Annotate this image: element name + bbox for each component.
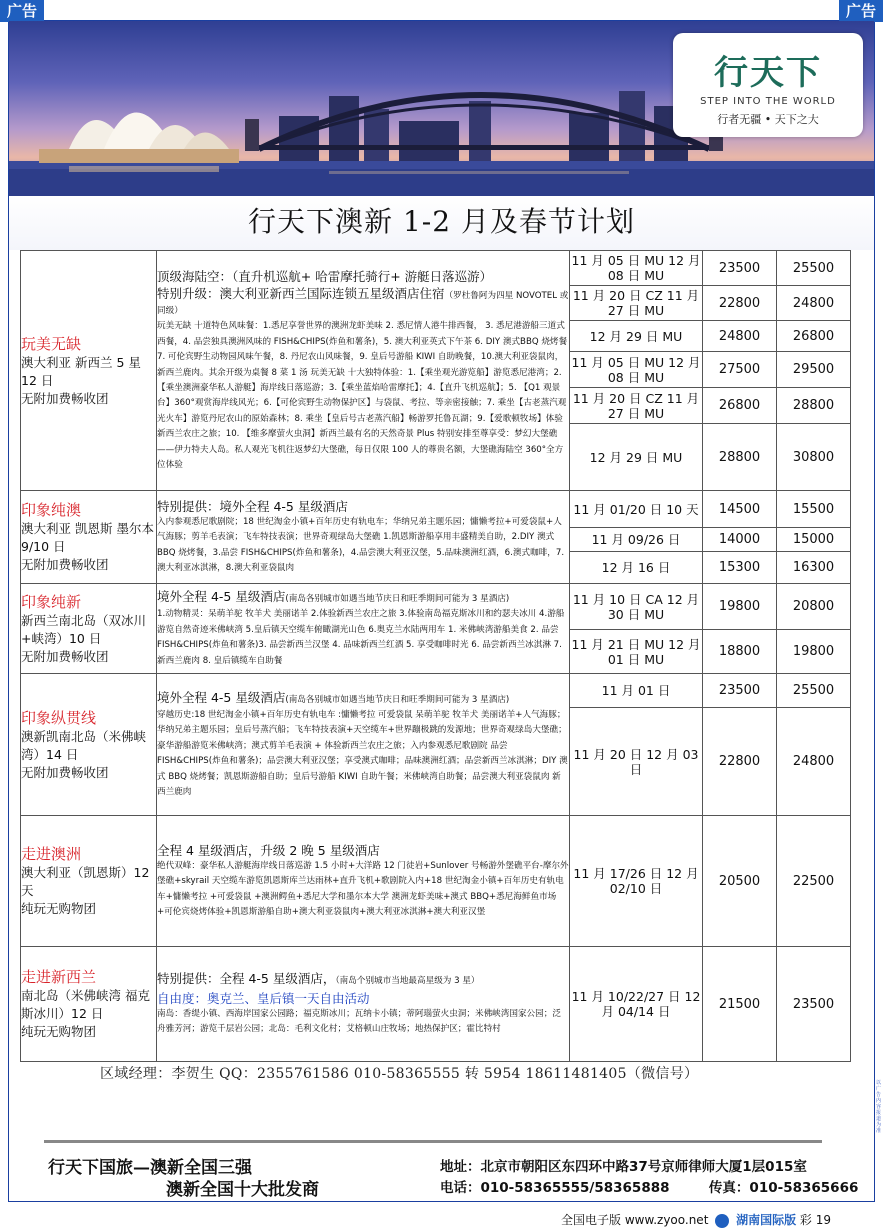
route-note: 无附加费畅收团 — [21, 557, 109, 572]
route-highlight: 全程 4 星级酒店，升级 2 晚 5 星级酒店 — [157, 842, 380, 858]
price-b: 19800 — [777, 630, 851, 674]
route-name-cell — [21, 251, 157, 491]
route-highlight-note: (南岛各别城市如遇当地节庆日和旺季期间可能为 3 星酒店) — [285, 593, 510, 604]
route-subtitle: 澳大利亚（凯恩斯）12 天 — [21, 865, 150, 898]
route-subtitle: 南北岛（米佛峡湾 福克斯冰川）12 日 — [21, 988, 150, 1021]
departure-dates: 12 月 16 日 — [570, 552, 703, 584]
page-title: 行天下澳新 1-2 月及春节计划 — [248, 205, 635, 238]
price-a: 14000 — [703, 528, 777, 552]
price-a: 14500 — [703, 491, 777, 528]
route-name-cell — [21, 947, 157, 1062]
table-row — [21, 816, 851, 947]
departure-dates: 11 月 20 日 CZ 11 月 27 日 MU — [570, 286, 703, 321]
table-row — [21, 251, 851, 286]
route-highlight: 境外全程 4-5 星级酒店 — [157, 588, 286, 604]
route-title: 走进新西兰 — [21, 968, 97, 986]
route-details: 穿越历史:18 世纪淘金小镇+百年历史有轨电车 :慵懒考拉 可爱袋鼠 呆萌羊驼 牧羊犬 美丽诺羊+人气海豚；华纳兄弟主题乐园；皇后号蒸汽船；飞车特技表演+天空缆车+世界蹦极跳的发源地；世界奇观绿岛大堡礁；豪华游船游览米佛峡湾；澳式剪羊毛表演 + 体验新西兰农庄之旅；入内参观悉尼歌剧院 品尝 FISH&CHIPS(炸鱼和薯条)；品尝澳大利亚汉堡；享受澳式咖啡；品味澳洲红酒；品尝新西兰冰淇淋；DIY 澳式 BBQ 烧烤餐；凯恩斯游船自助；皇后号游船 KIWI 自助午餐；米佛峡湾自助餐；品尝澳大利亚袋鼠肉 新西兰鹿肉 — [157, 709, 568, 798]
edition-icon — [715, 1214, 729, 1228]
price-a: 23500 — [703, 251, 777, 286]
route-highlight-note: （罗杜鲁阿为四星 NOVOTEL 或同级） — [157, 290, 569, 316]
price-b: 25500 — [777, 251, 851, 286]
price-b: 26800 — [777, 321, 851, 352]
route-title: 走进澳洲 — [21, 845, 82, 863]
route-note: 无附加费畅收团 — [21, 390, 109, 406]
brand-logo — [673, 33, 863, 137]
price-a: 18800 — [703, 630, 777, 674]
page-bar-page: 彩 19 — [799, 1213, 831, 1227]
departure-dates: 11 月 21 日 MU 12 月 01 日 MU — [570, 630, 703, 674]
price-a: 22800 — [703, 708, 777, 816]
table-row — [21, 947, 851, 1062]
departure-dates: 11 月 20 日 CZ 11 月 27 日 MU — [570, 388, 703, 424]
route-highlight: 特别提供：境外全程 4-5 星级酒店 — [157, 498, 348, 514]
route-desc-cell — [157, 674, 570, 816]
departure-dates: 11 月 10/22/27 日 12 月 04/14 日 — [570, 947, 703, 1062]
side-note: 以广告内容报道为准 — [876, 1080, 882, 1134]
table-row — [21, 491, 851, 528]
contact-line: 区域经理：李贺生 QQ：2355761586 010-58365555 转 5954 18611481405（微信号） — [100, 1066, 699, 1082]
logo-tagline: STEP INTO THE WORLD — [700, 96, 836, 107]
route-name-cell — [21, 816, 157, 947]
price-b: 23500 — [777, 947, 851, 1062]
route-highlight: 顶级海陆空：（直升机巡航+ 哈雷摩托骑行+ 游艇日落巡游） — [157, 268, 493, 284]
route-details: 玩美无缺 十道特色风味餐：1.悉尼享誉世界的澳洲龙虾美味 2. 悉尼情人港牛排西餐， 3. 悉尼港游船三道式西餐，4. 品尝独具澳洲风味的 FISH&CHIPS(炸鱼和薯条)，5. 澳大利亚英式下午茶 6. DIY 澳式BBQ 烧烤餐 7. 可伦宾野生动物园风味午餐，8. 丹尼农山风味餐，9. 皇后号游船 KIWI 自助晚餐，10.澳大利亚袋鼠肉，新西兰鹿肉。其余开级为桌餐 8 菜 1 汤 玩美无缺 十大独特体验：1.【乘坐观光游览船】游览悉尼港湾；2.【乘坐澳洲豪华私人游艇】海岸线日落巡游；3.【乘坐蓝焰哈雷摩托】；4.【直升飞机巡航】；5. 【Q1 观景台】360°观赏海岸线风光；6.【可伦宾野生动物保护区】与袋鼠、考拉、等亲密接触；7. 乘坐【古老蒸汽观光火车】游览丹尼农山的原始森林；8. 乘坐【皇后号古老蒸汽船】畅游罗托鲁瓦湖；9.【爱歌顿牧场】体验新西兰农庄之旅；10. 【维多摩萤火虫洞】新西兰最有名的天然奇景 Plus 特别安排至尊享受：梦幻大堡礁——伊力特夫人岛。私人观光飞机往返梦幻大堡礁，每日仅限 100 人的尊贵名额，大堡礁海陆空 360°全方位体验 — [157, 321, 568, 471]
ad-label-right: 广告 — [839, 0, 883, 22]
route-name-cell — [21, 674, 157, 816]
footer-address: 地址：北京市朝阳区东四环中路37号京师律师大厦1层015室 — [440, 1159, 807, 1175]
route-title: 印象纵贯线 — [21, 708, 97, 727]
price-a: 27500 — [703, 352, 777, 388]
departure-dates: 11 月 05 日 MU 12 月 08 日 MU — [570, 352, 703, 388]
route-details: 南岛：香缇小镇、西海岸国家公园路；福克斯冰川；瓦纳卡小镇；蒂阿瑙萤火虫洞；米佛峡湾国家公园；泛舟雅芳河；游览千层岩公园；北岛：毛利文化村；艾格顿山庄牧场；地热保护区；霍比特村 — [157, 1008, 561, 1035]
price-b: 30800 — [777, 424, 851, 491]
departure-dates: 12 月 29 日 MU — [570, 321, 703, 352]
price-b: 20800 — [777, 584, 851, 630]
route-note: 无附加费畅收团 — [21, 764, 109, 780]
route-highlight-note: （南岛个别城市当地最高星级为 3 星） — [335, 976, 480, 987]
route-subtitle: 澳大利亚 凯恩斯 墨尔本 9/10 日 — [21, 521, 154, 554]
ad-label-left: 广告 — [0, 0, 44, 22]
price-a: 28800 — [703, 424, 777, 491]
price-b: 24800 — [777, 286, 851, 321]
departure-dates: 11 月 05 日 MU 12 月 08 日 MU — [570, 251, 703, 286]
price-a: 21500 — [703, 947, 777, 1062]
route-desc-cell — [157, 584, 570, 674]
departure-dates: 11 月 20 日 12 月 03 日 — [570, 708, 703, 816]
price-a: 24800 — [703, 321, 777, 352]
route-note: 无附加费畅收团 — [21, 648, 109, 664]
departure-dates: 11 月 01/20 日 10 天 — [570, 491, 703, 528]
price-b: 24800 — [777, 708, 851, 816]
price-b: 25500 — [777, 674, 851, 708]
table-row — [21, 674, 851, 708]
footer-brand-line2: 澳新全国十大批发商 — [166, 1180, 319, 1200]
free-activity-note: 自由度：奥克兰、皇后镇一天自由活动 — [157, 990, 370, 1006]
departure-dates: 12 月 29 日 MU — [570, 424, 703, 491]
route-name-cell — [21, 584, 157, 674]
page-bar — [561, 1211, 831, 1228]
route-desc-cell — [157, 947, 570, 1062]
price-a: 22800 — [703, 286, 777, 321]
route-subtitle: 新西兰南北岛（双冰川+峡湾）10 日 — [21, 612, 147, 646]
logo-slogan: 行者无疆 • 天下之大 — [717, 113, 819, 126]
route-title: 印象纯新 — [21, 592, 82, 611]
price-b: 16300 — [777, 552, 851, 584]
departure-dates: 11 月 01 日 — [570, 674, 703, 708]
route-desc-cell — [157, 251, 570, 491]
logo-name: 行天下 — [714, 53, 822, 93]
footer-phone: 电话：010-58365555/58365888 — [440, 1180, 670, 1196]
footer-divider — [44, 1140, 822, 1143]
route-highlight-note: (南岛各别城市如遇当地节庆日和旺季期间可能为 3 星酒店) — [285, 694, 510, 705]
price-b: 29500 — [777, 352, 851, 388]
price-b: 22500 — [777, 816, 851, 947]
departure-dates: 11 月 17/26 日 12 月 02/10 日 — [570, 816, 703, 947]
footer-phone-fax — [440, 1176, 858, 1196]
table-row — [21, 584, 851, 630]
price-a: 23500 — [703, 674, 777, 708]
price-b: 28800 — [777, 388, 851, 424]
price-b: 15500 — [777, 491, 851, 528]
route-title: 玩美无缺 — [21, 334, 82, 353]
title-area — [9, 196, 874, 250]
price-a: 19800 — [703, 584, 777, 630]
route-note: 纯玩无购物团 — [21, 1024, 97, 1039]
tour-table — [20, 250, 851, 1062]
route-details: 1.动物精灵：呆萌羊驼 牧羊犬 美丽诺羊 2.体验新西兰农庄之旅 3.体验南岛福克斯冰川和约瑟夫冰川 4.游船游览自然奇迹米佛峡湾 5.皇后镇天空缆车俯瞰湖光山色 6.奥克兰水陆两用车 1. 米佛峡湾游船美食 2. 品尝 FISH&CHIPS(炸鱼和薯条)3. 品尝新西兰汉堡 4. 品味新西兰红酒 5. 享受咖啡时光 6. 品尝新西兰冰淇淋 7. 新西兰鹿肉 8. 皇后镇缆车自助餐 — [157, 609, 565, 666]
departure-dates: 11 月 09/26 日 — [570, 528, 703, 552]
route-details: 入内参观悉尼歌剧院；18 世纪淘金小镇+百年历史有轨电车；华纳兄弟主题乐园；慵懒考拉+可爱袋鼠+人气海豚；剪羊毛表演；飞车特技表演；世界奇观绿岛大堡礁 1.凯恩斯游船享用丰盛精美自助，2.DIY 澳式 BBQ 烧烤餐，3.品尝 FISH&CHIPS(炸鱼和薯条)，4.品尝澳大利亚汉堡，5.品味澳洲红酒，6.澳式咖啡，7.澳大利亚冰淇淋，8.澳大利亚袋鼠肉 — [157, 516, 565, 573]
departure-dates: 11 月 10 日 CA 12 月 30 日 MU — [570, 584, 703, 630]
route-highlight: 境外全程 4-5 星级酒店 — [157, 689, 286, 705]
route-note: 纯玩无购物团 — [21, 901, 97, 916]
route-desc-cell — [157, 816, 570, 947]
route-subtitle: 澳大利亚 新西兰 5 星 12 日 — [21, 354, 141, 388]
route-desc-cell — [157, 491, 570, 584]
route-title: 印象纯澳 — [21, 501, 82, 519]
price-a: 15300 — [703, 552, 777, 584]
page-bar-prefix: 全国电子版 www.zyoo.net — [561, 1213, 709, 1227]
price-a: 26800 — [703, 388, 777, 424]
route-details: 绝代双峰：豪华私人游艇海岸线日落巡游 1.5 小时+大洋路 12 门徒岩+Sunlover 号畅游外堡礁平台-摩尔外堡礁+skyrail 天空缆车游览凯恩斯库兰达雨林+直升飞机+歌剧院入内+18 世纪淘金小镇+百年历史有轨电车+慵懒考拉 +可爱袋鼠 +澳洲鳄鱼+悉尼大学和墨尔本大学 澳洲龙虾美味+澳式 BBQ+悉尼海鲜鱼市场+可伦宾烧烤体验+凯恩斯游船自助+澳大利亚袋鼠肉+澳大利亚冰淇淋+澳大利亚汉堡 — [157, 860, 569, 917]
price-b: 15000 — [777, 528, 851, 552]
route-highlight: 特别升级：澳大利亚新西兰国际连锁五星级酒店住宿 — [157, 285, 445, 301]
page-bar-edition: 湖南国际版 — [736, 1213, 797, 1227]
route-subtitle: 澳新凯南北岛（米佛峡湾）14 日 — [21, 728, 147, 762]
route-highlight: 特别提供：全程 4-5 星级酒店， — [157, 971, 336, 987]
footer-fax: 传真：010-58365666 — [708, 1180, 859, 1196]
route-name-cell — [21, 491, 157, 584]
footer-brand-line1: 行天下国旅—澳新全国三强 — [48, 1158, 252, 1178]
price-a: 20500 — [703, 816, 777, 947]
